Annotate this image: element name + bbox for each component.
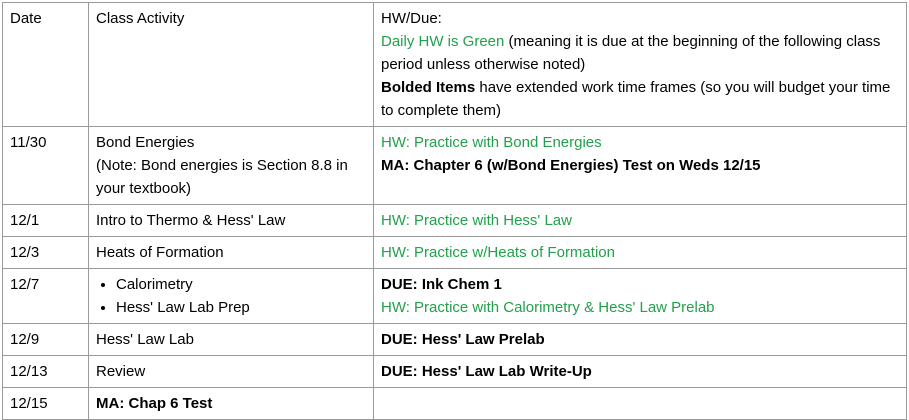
row-activity: MA: Chap 6 Test bbox=[89, 388, 374, 420]
row-date: 12/3 bbox=[3, 237, 89, 269]
header-date: Date bbox=[3, 3, 89, 127]
green-note-rest: (meaning it is due at the beginning of the following class period unless otherwise noted) bbox=[381, 33, 881, 73]
row-date: 11/30 bbox=[3, 127, 89, 205]
list-item: • Hess' Law Lab Prep bbox=[116, 296, 367, 319]
row-activity bbox=[89, 127, 374, 205]
row-hw bbox=[374, 237, 907, 269]
row-activity: Review bbox=[89, 356, 374, 388]
hw-daily: HW: Practice w/Heats of Formation bbox=[381, 244, 615, 261]
list-item: • Calorimetry bbox=[116, 273, 367, 296]
hw-title: HW/Due: bbox=[381, 10, 442, 27]
schedule-table bbox=[2, 2, 907, 420]
row-hw bbox=[374, 388, 907, 420]
row-activity bbox=[89, 269, 374, 324]
row-hw bbox=[374, 324, 907, 356]
header-activity: Class Activity bbox=[89, 3, 374, 127]
table-row bbox=[3, 205, 907, 237]
hw-extended: DUE: Ink Chem 1 bbox=[381, 276, 502, 293]
row-activity: Heats of Formation bbox=[89, 237, 374, 269]
bold-note-bold: Bolded Items bbox=[381, 79, 476, 96]
row-activity: Hess' Law Lab bbox=[89, 324, 374, 356]
row-date: 12/7 bbox=[3, 269, 89, 324]
row-hw bbox=[374, 269, 907, 324]
row-date: 12/13 bbox=[3, 356, 89, 388]
row-date: 12/15 bbox=[3, 388, 89, 420]
activity-line: Bond Energies bbox=[96, 134, 195, 151]
header-row bbox=[3, 3, 907, 127]
row-hw bbox=[374, 356, 907, 388]
row-hw bbox=[374, 127, 907, 205]
table-row bbox=[3, 237, 907, 269]
row-date: 12/9 bbox=[3, 324, 89, 356]
activity-note: (Note: Bond energies is Section 8.8 in your textbook) bbox=[96, 157, 348, 197]
header-hw bbox=[374, 3, 907, 127]
hw-extended: DUE: Hess' Law Lab Write-Up bbox=[381, 363, 592, 380]
table-row bbox=[3, 127, 907, 205]
row-date: 12/1 bbox=[3, 205, 89, 237]
table-row bbox=[3, 269, 907, 324]
hw-extended: DUE: Hess' Law Prelab bbox=[381, 331, 545, 348]
table-row bbox=[3, 324, 907, 356]
bold-note bbox=[381, 76, 900, 122]
hw-daily: HW: Practice with Hess' Law bbox=[381, 212, 572, 229]
row-hw bbox=[374, 205, 907, 237]
green-note-colored: Daily HW is Green bbox=[381, 33, 505, 50]
activity-bullets bbox=[96, 273, 367, 319]
row-activity: Intro to Thermo & Hess' Law bbox=[89, 205, 374, 237]
hw-daily: HW: Practice with Calorimetry & Hess' Law Prelab bbox=[381, 299, 715, 316]
green-note bbox=[381, 30, 900, 76]
table-row bbox=[3, 356, 907, 388]
hw-daily: HW: Practice with Bond Energies bbox=[381, 134, 602, 151]
bold-note-rest: have extended work time frames (so you will budget your time to complete them) bbox=[381, 79, 891, 119]
table-row bbox=[3, 388, 907, 420]
hw-extended: MA: Chapter 6 (w/Bond Energies) Test on Weds 12/15 bbox=[381, 157, 761, 174]
